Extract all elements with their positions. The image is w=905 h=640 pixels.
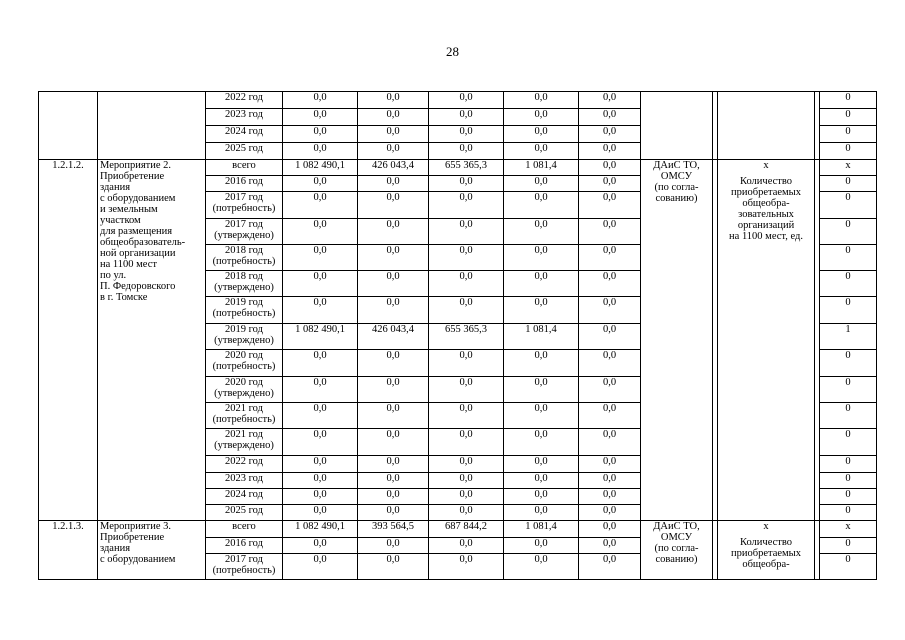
table-row [39,92,877,109]
amount-cell: 0,0 [283,143,358,160]
amount-cell: 0,0 [504,429,579,456]
indicator-value: 0 [820,505,877,521]
amount-cell: 0,0 [579,219,641,245]
year-cell: 2023 год [206,473,283,489]
amount-cell: 0,0 [504,297,579,324]
amount-cell: 0,0 [429,377,504,403]
amount-cell: 0,0 [579,521,641,538]
amount-cell: 0,0 [579,554,641,580]
indicator-value: 0 [820,554,877,580]
page-number: 28 [446,44,459,59]
amount-cell: 0,0 [283,297,358,324]
amount-cell: 0,0 [358,429,429,456]
amount-cell: 0,0 [429,538,504,554]
amount-cell: 0,0 [429,505,504,521]
amount-cell: 0,0 [358,219,429,245]
indicator-cell [718,160,815,521]
amount-cell: 0,0 [358,176,429,192]
amount-cell: 0,0 [429,473,504,489]
amount-cell: 0,0 [358,403,429,429]
indicator-value: x [820,521,877,538]
indicator-value: 0 [820,403,877,429]
indicator-x: x [763,521,769,532]
amount-cell: 0,0 [283,176,358,192]
amount-cell: 0,0 [283,489,358,505]
amount-cell: 0,0 [358,538,429,554]
indicator-value: 0 [820,126,877,143]
year-cell: 2016 год [206,176,283,192]
amount-cell: 0,0 [504,350,579,377]
year-cell: 2022 год [206,92,283,109]
amount-cell: 0,0 [283,192,358,219]
year-cell: 2019 год (утверждено) [206,324,283,350]
indicator-value: 0 [820,271,877,297]
amount-cell: 0,0 [429,192,504,219]
amount-cell: 0,0 [579,160,641,176]
amount-cell: 0,0 [579,456,641,473]
amount-cell: 0,0 [504,176,579,192]
measure-code: 1.2.1.3. [39,521,98,580]
amount-cell: 0,0 [429,245,504,271]
amount-cell: 0,0 [579,143,641,160]
amount-cell: 0,0 [283,219,358,245]
indicator-value: 1 [820,324,877,350]
amount-cell: 0,0 [504,271,579,297]
table-row [39,521,877,538]
amount-cell: 0,0 [283,126,358,143]
indicator-value: 0 [820,350,877,377]
year-cell: 2019 год (потребность) [206,297,283,324]
amount-cell: 0,0 [358,456,429,473]
amount-cell: 0,0 [358,505,429,521]
amount-cell: 426 043,4 [358,324,429,350]
executor-cell: ДАиС ТО, ОМСУ (по согла- сованию) [641,521,713,580]
amount-cell: 0,0 [504,109,579,126]
year-cell: всего [206,160,283,176]
amount-cell: 0,0 [504,489,579,505]
amount-cell: 0,0 [429,554,504,580]
year-cell: 2017 год (утверждено) [206,219,283,245]
amount-cell: 0,0 [429,109,504,126]
amount-cell: 0,0 [504,143,579,160]
measure-name [98,92,206,160]
measure-name: Мероприятие 3. Приобретение здания с оборудованием [98,521,206,580]
amount-cell: 0,0 [283,505,358,521]
year-cell: 2024 год [206,126,283,143]
amount-cell: 393 564,5 [358,521,429,538]
amount-cell: 0,0 [504,554,579,580]
year-cell: 2020 год (потребность) [206,350,283,377]
indicator-value: 0 [820,219,877,245]
amount-cell: 0,0 [579,92,641,109]
amount-cell: 0,0 [283,403,358,429]
amount-cell: 0,0 [504,403,579,429]
amount-cell: 655 365,3 [429,324,504,350]
amount-cell: 1 081,4 [504,324,579,350]
amount-cell: 0,0 [429,489,504,505]
amount-cell: 0,0 [504,192,579,219]
amount-cell: 0,0 [579,271,641,297]
indicator-value: 0 [820,538,877,554]
amount-cell: 0,0 [358,192,429,219]
amount-cell: 687 844,2 [429,521,504,538]
budget-table [38,91,877,580]
amount-cell: 0,0 [579,403,641,429]
amount-cell: 0,0 [429,219,504,245]
indicator-text: Количество приобретаемых общеобра- зовательных организаций на 1100 мест, ед. [729,176,803,242]
measure-name: Мероприятие 2. Приобретение здания с оборудованием и земельным участком для размещения общеобразователь- ной организации на 1100 мест по ул. П. Федоровского в г. Томске [98,160,206,521]
amount-cell: 0,0 [358,297,429,324]
amount-cell: 0,0 [429,297,504,324]
indicator-value: 0 [820,176,877,192]
indicator-value: 0 [820,143,877,160]
indicator-value: 0 [820,109,877,126]
amount-cell: 0,0 [283,377,358,403]
amount-cell: 0,0 [579,350,641,377]
amount-cell: 0,0 [504,473,579,489]
amount-cell: 0,0 [358,92,429,109]
amount-cell: 1 081,4 [504,521,579,538]
year-cell: 2024 год [206,489,283,505]
executor-cell [641,92,713,160]
amount-cell: 0,0 [579,324,641,350]
indicator-value: 0 [820,192,877,219]
amount-cell: 0,0 [429,350,504,377]
year-cell: 2016 год [206,538,283,554]
year-cell: 2023 год [206,109,283,126]
amount-cell: 0,0 [283,538,358,554]
year-cell: 2018 год (потребность) [206,245,283,271]
table-row [39,160,877,176]
amount-cell: 426 043,4 [358,160,429,176]
measure-code [39,92,98,160]
amount-cell: 0,0 [358,109,429,126]
amount-cell: 0,0 [358,554,429,580]
amount-cell: 0,0 [429,176,504,192]
amount-cell: 0,0 [579,473,641,489]
indicator-value: 0 [820,92,877,109]
amount-cell: 0,0 [579,176,641,192]
amount-cell: 0,0 [283,245,358,271]
amount-cell: 0,0 [429,92,504,109]
indicator-value: x [820,160,877,176]
amount-cell: 0,0 [579,377,641,403]
amount-cell: 0,0 [358,245,429,271]
amount-cell: 0,0 [579,538,641,554]
amount-cell: 0,0 [579,109,641,126]
amount-cell: 0,0 [579,192,641,219]
indicator-value: 0 [820,429,877,456]
year-cell: 2021 год (утверждено) [206,429,283,456]
amount-cell: 0,0 [504,126,579,143]
amount-cell: 0,0 [579,505,641,521]
amount-cell: 0,0 [283,473,358,489]
amount-cell: 0,0 [283,92,358,109]
amount-cell: 0,0 [283,350,358,377]
indicator-value: 0 [820,456,877,473]
amount-cell: 0,0 [429,126,504,143]
amount-cell: 0,0 [579,489,641,505]
amount-cell: 0,0 [358,377,429,403]
indicator-cell [718,521,815,580]
amount-cell: 0,0 [429,143,504,160]
amount-cell: 0,0 [429,271,504,297]
amount-cell: 0,0 [429,429,504,456]
measure-code: 1.2.1.2. [39,160,98,521]
amount-cell: 0,0 [358,126,429,143]
indicator-value: 0 [820,245,877,271]
amount-cell: 0,0 [579,429,641,456]
amount-cell: 1 081,4 [504,160,579,176]
executor-cell: ДАиС ТО, ОМСУ (по согла- сованию) [641,160,713,521]
amount-cell: 0,0 [579,297,641,324]
amount-cell: 0,0 [429,403,504,429]
amount-cell: 1 082 490,1 [283,521,358,538]
amount-cell: 0,0 [358,489,429,505]
amount-cell: 0,0 [579,126,641,143]
year-cell: 2021 год (потребность) [206,403,283,429]
amount-cell: 0,0 [358,473,429,489]
amount-cell: 0,0 [579,245,641,271]
amount-cell: 0,0 [504,456,579,473]
year-cell: 2017 год (потребность) [206,554,283,580]
amount-cell: 0,0 [504,245,579,271]
indicator-text: Количество приобретаемых общеобра- [731,537,801,570]
amount-cell: 0,0 [283,271,358,297]
amount-cell: 0,0 [504,505,579,521]
amount-cell: 1 082 490,1 [283,324,358,350]
amount-cell: 0,0 [504,377,579,403]
amount-cell: 0,0 [358,143,429,160]
year-cell: 2025 год [206,143,283,160]
year-cell: 2018 год (утверждено) [206,271,283,297]
amount-cell: 0,0 [283,109,358,126]
indicator-value: 0 [820,489,877,505]
amount-cell: 0,0 [283,554,358,580]
year-cell: 2017 год (потребность) [206,192,283,219]
amount-cell: 655 365,3 [429,160,504,176]
amount-cell: 0,0 [504,92,579,109]
indicator-x: x [763,160,769,171]
amount-cell: 0,0 [358,350,429,377]
indicator-cell [718,92,815,160]
amount-cell: 0,0 [358,271,429,297]
year-cell: всего [206,521,283,538]
indicator-value: 0 [820,473,877,489]
amount-cell: 0,0 [504,219,579,245]
amount-cell: 0,0 [504,538,579,554]
year-cell: 2025 год [206,505,283,521]
amount-cell: 0,0 [429,456,504,473]
indicator-value: 0 [820,297,877,324]
amount-cell: 0,0 [283,456,358,473]
year-cell: 2020 год (утверждено) [206,377,283,403]
amount-cell: 1 082 490,1 [283,160,358,176]
amount-cell: 0,0 [283,429,358,456]
indicator-value: 0 [820,377,877,403]
year-cell: 2022 год [206,456,283,473]
